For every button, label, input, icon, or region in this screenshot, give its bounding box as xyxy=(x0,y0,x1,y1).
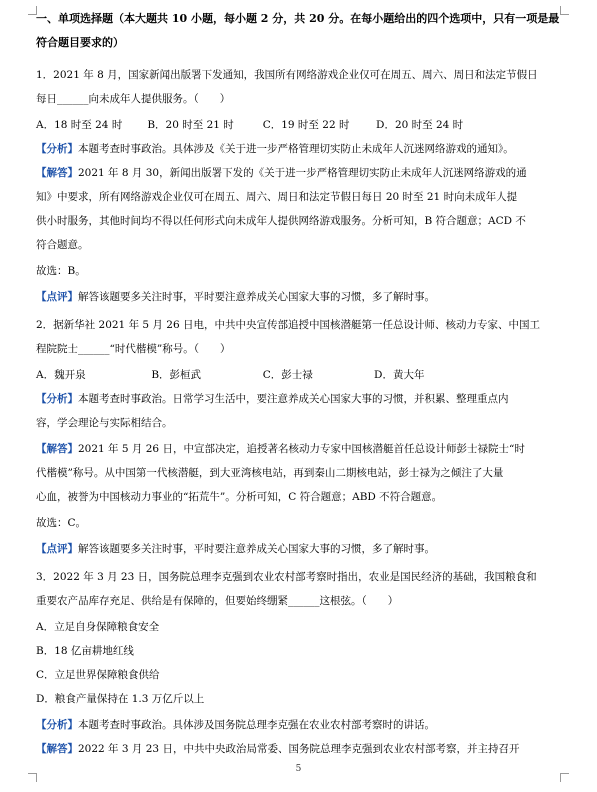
q1-solution-line2: 知》中要求，所有网络游戏企业仅可在周五、周六、周日和法定节假日每日 20 时至 21 时向未成年人提 xyxy=(36,191,518,203)
q2-solution-text: 2021 年 5 月 26 日，中宣部决定，追授著名核动力专家中国核潜艇首任总设计师彭士禄院士“时 xyxy=(78,443,525,455)
corner-mark xyxy=(560,773,569,782)
q3-option-a[interactable]: A．立足自身保障粮食安全 xyxy=(36,621,160,633)
q2-solution-line1 xyxy=(36,442,561,456)
q1-option-c[interactable]: C．19 时至 22 时 xyxy=(262,119,350,131)
q3-stem-line1: 3．2022 年 3 月 23 日，国务院总理李克强到农业农村部考察时指出，农业是国民经济的基础，我国粮食和 xyxy=(36,571,537,583)
q3-option-b[interactable]: B．18 亿亩耕地红线 xyxy=(36,645,134,657)
q3-solution-text: 2022 年 3 月 23 日，中共中央政治局常委、国务院总理李克强到农业农村部考察，并主持召开 xyxy=(78,743,520,755)
q1-solution-text: 2021 年 8 月 30，新闻出版署下发的《关于进一步严格管理切实防止未成年人沉迷网络游戏的通 xyxy=(78,167,527,179)
q1-analysis xyxy=(36,142,561,156)
q3-solution-tag: 【解答】 xyxy=(36,743,78,755)
q3-solution-line1 xyxy=(36,742,561,756)
q2-option-c[interactable]: C．彭士禄 xyxy=(262,369,313,381)
section-title: 一、单项选择题（本大题共 10 小题，每小题 2 分，共 20 分。在每小题给出的四个选项中，只有一项是最 xyxy=(36,12,560,25)
q3-stem-line2: 重要农产品库存充足、供给是有保障的，但要始终绷紧______这根弦。（ ） xyxy=(36,595,399,607)
q2-analysis-tag: 【分析】 xyxy=(36,393,78,405)
q1-stem-line2: 每日______向未成年人提供服务。（ ） xyxy=(36,93,231,105)
q2-comment-text: 解答该题要多关注时事，平时要注意养成关心国家大事的习惯，多了解时事。 xyxy=(78,543,435,555)
q2-solution-tag: 【解答】 xyxy=(36,443,78,455)
q1-answer: 故选：B。 xyxy=(36,265,86,277)
corner-mark xyxy=(560,6,569,15)
q1-analysis-text: 本题考查时事政治。具体涉及《关于进一步严格管理切实防止未成年人沉迷网络游戏的通知》。 xyxy=(78,143,514,155)
q3-analysis-tag: 【分析】 xyxy=(36,719,78,731)
q1-analysis-tag: 【分析】 xyxy=(36,143,78,155)
q3-analysis xyxy=(36,718,561,732)
q1-comment-text: 解答该题要多关注时事，平时要注意养成关心国家大事的习惯，多了解时事。 xyxy=(78,291,435,303)
q1-comment xyxy=(36,290,561,304)
q1-option-a[interactable]: A．18 时至 24 时 xyxy=(36,119,123,131)
q2-option-b[interactable]: B．彭桓武 xyxy=(151,369,202,381)
q2-comment-tag: 【点评】 xyxy=(36,543,78,555)
q2-solution-line3: 心血，被誉为中国核动力事业的“拓荒牛”。分析可知，C 符合题意；ABD 不符合题意。 xyxy=(36,491,443,503)
q2-option-a[interactable]: A．魏开泉 xyxy=(36,369,86,381)
q2-analysis-line1 xyxy=(36,392,561,406)
q1-solution-line4: 符合题意。 xyxy=(36,239,89,251)
q2-options xyxy=(36,368,561,382)
q1-solution-line1 xyxy=(36,166,561,180)
q1-options xyxy=(36,118,561,132)
q1-solution-line3: 供小时服务，其他时间均不得以任何形式向未成年人提供网络游戏服务。分析可知，B 符合题意；ACD 不 xyxy=(36,215,526,227)
q2-comment xyxy=(36,542,561,556)
q1-comment-tag: 【点评】 xyxy=(36,291,78,303)
section-title-cont: 符合题目要求的） xyxy=(36,36,124,49)
q3-option-c[interactable]: C．立足世界保障粮食供给 xyxy=(36,669,160,681)
q2-stem-line2: 程院院士______“时代楷模”称号。（ ） xyxy=(36,343,231,355)
q1-option-d[interactable]: D．20 时至 24 时 xyxy=(376,119,464,131)
q2-analysis-text: 本题考查时事政治。日常学习生活中，要注意养成关心国家大事的习惯，并积累、整理重点内 xyxy=(78,393,509,405)
q3-analysis-text: 本题考查时事政治。具体涉及国务院总理李克强在农业农村部考察时的讲话。 xyxy=(78,719,435,731)
q2-stem-line1: 2．据新华社 2021 年 5 月 26 日电，中共中央宣传部追授中国核潜艇第一任总设计师、核动力专家、中国工 xyxy=(36,319,540,331)
q2-solution-line2: 代楷模”称号。从中国第一代核潜艇，到大亚湾核电站，再到秦山二期核电站，彭士禄为之倾注了大量 xyxy=(36,467,504,479)
corner-mark xyxy=(28,773,37,782)
page-number: 5 xyxy=(295,764,302,774)
q3-option-d[interactable]: D．粮食产量保持在 1.3 万亿斤以上 xyxy=(36,693,205,705)
q2-answer: 故选：C。 xyxy=(36,517,87,529)
q1-solution-tag: 【解答】 xyxy=(36,167,78,179)
q2-analysis-line2: 容，学会理论与实际相结合。 xyxy=(36,417,173,429)
q1-stem-line1: 1．2021 年 8 月，国家新闻出版署下发通知，我国所有网络游戏企业仅可在周五、周六、周日和法定节假日 xyxy=(36,69,538,81)
q2-option-d[interactable]: D．黄大年 xyxy=(374,369,425,381)
q1-option-b[interactable]: B．20 时至 21 时 xyxy=(147,119,234,131)
